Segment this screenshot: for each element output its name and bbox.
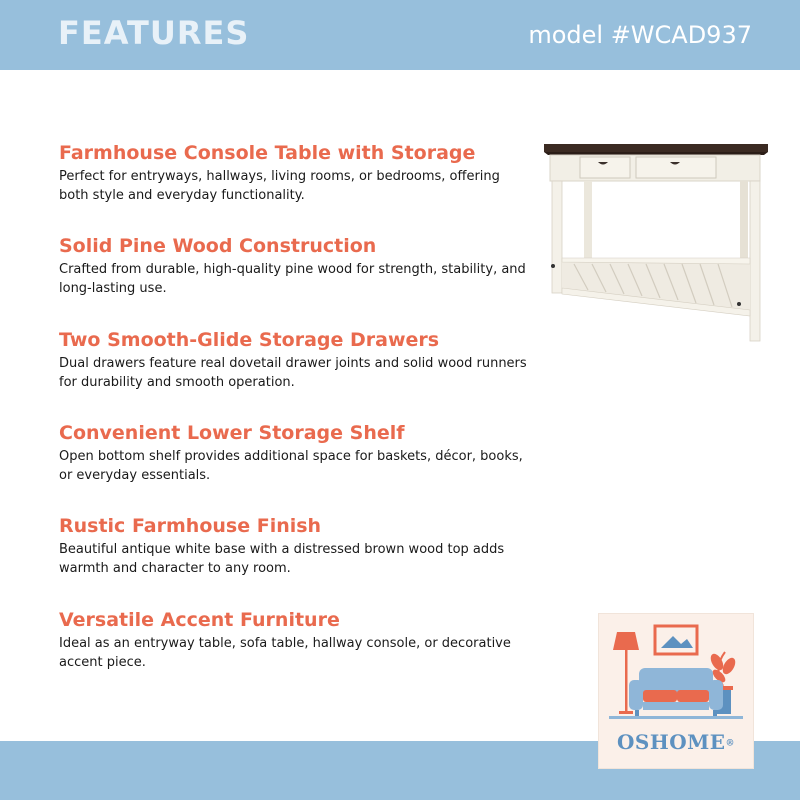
brand-logo bbox=[599, 614, 753, 768]
feature-item bbox=[59, 607, 529, 672]
feature-title: Convenient Lower Storage Shelf bbox=[59, 422, 405, 444]
feature-description: Ideal as an entryway table, sofa table, hallway console, or decorative accent piece. bbox=[59, 636, 511, 670]
feature-description: Perfect for entryways, hallways, living rooms, or bedrooms, offering both style and everyday functionality. bbox=[59, 169, 500, 203]
feature-title: Versatile Accent Furniture bbox=[59, 609, 340, 631]
sofa-lamp-icon bbox=[599, 614, 753, 732]
model-number: model #WCAD937 bbox=[528, 21, 752, 49]
feature-item bbox=[59, 327, 529, 392]
feature-description: Crafted from durable, high-quality pine wood for strength, stability, and long-lasting use. bbox=[59, 262, 526, 296]
logo-name: OSHOME bbox=[616, 730, 726, 754]
feature-title: Solid Pine Wood Construction bbox=[59, 235, 377, 257]
feature-item bbox=[59, 420, 529, 485]
feature-title: Farmhouse Console Table with Storage bbox=[59, 142, 476, 164]
feature-item bbox=[59, 140, 529, 205]
feature-item bbox=[59, 513, 529, 578]
console-table-image bbox=[540, 138, 772, 348]
feature-description: Dual drawers feature real dovetail drawer joints and solid wood runners for durability and smooth operation. bbox=[59, 356, 527, 390]
feature-description: Beautiful antique white base with a distressed brown wood top adds warmth and character to any room. bbox=[59, 542, 505, 576]
feature-description: Open bottom shelf provides additional space for baskets, décor, books, or everyday essentials. bbox=[59, 449, 523, 483]
feature-item bbox=[59, 233, 529, 298]
logo-wordmark bbox=[599, 730, 753, 754]
registered-mark: ® bbox=[725, 738, 736, 749]
feature-title: Rustic Farmhouse Finish bbox=[59, 515, 322, 537]
header-title: FEATURES bbox=[58, 14, 250, 52]
feature-title: Two Smooth-Glide Storage Drawers bbox=[59, 329, 440, 351]
